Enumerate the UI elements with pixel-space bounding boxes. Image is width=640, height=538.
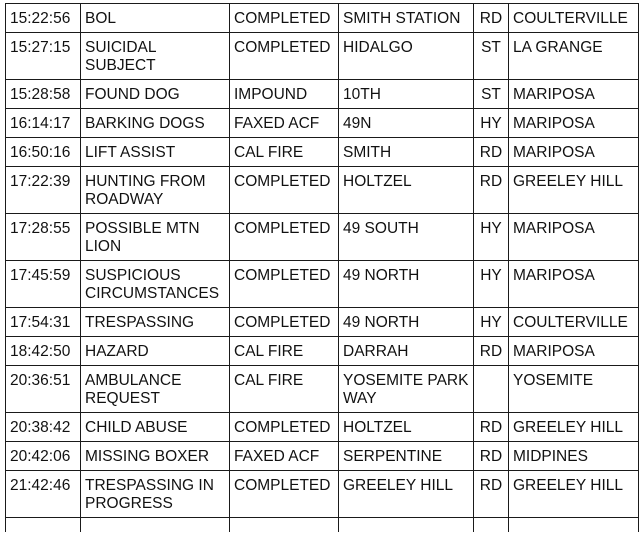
city-cell: COULTERVILLE <box>509 4 639 33</box>
time-cell: 17:22:39 <box>6 167 81 214</box>
city-cell: MARIPOSA <box>509 138 639 167</box>
street-cell: 49 NORTH <box>339 261 474 308</box>
time-cell: 20:36:51 <box>6 366 81 413</box>
street-cell: HOLTZEL <box>339 167 474 214</box>
empty-cell <box>474 518 509 533</box>
nature-cell: AMBULANCE REQUEST <box>81 366 230 413</box>
street-cell: SMITH <box>339 138 474 167</box>
street-type-cell <box>474 366 509 413</box>
city-cell: MARIPOSA <box>509 261 639 308</box>
street-type-cell: RD <box>474 167 509 214</box>
street-type-cell: RD <box>474 471 509 518</box>
empty-cell <box>509 518 639 533</box>
nature-cell: BARKING DOGS <box>81 109 230 138</box>
disposition-cell: COMPLETED <box>230 4 339 33</box>
table-row <box>6 261 639 308</box>
city-cell: GREELEY HILL <box>509 167 639 214</box>
nature-cell: SUICIDAL SUBJECT <box>81 33 230 80</box>
street-type-cell: RD <box>474 138 509 167</box>
street-cell: 49N <box>339 109 474 138</box>
disposition-cell: COMPLETED <box>230 167 339 214</box>
table-row <box>6 413 639 442</box>
table-row <box>6 308 639 337</box>
empty-cell <box>6 518 81 533</box>
nature-cell: HUNTING FROM ROADWAY <box>81 167 230 214</box>
street-type-cell: RD <box>474 337 509 366</box>
nature-cell: FOUND DOG <box>81 80 230 109</box>
nature-cell: SUSPICIOUS CIRCUMSTANCES <box>81 261 230 308</box>
table-row <box>6 80 639 109</box>
disposition-cell: FAXED ACF <box>230 109 339 138</box>
table-row <box>6 471 639 518</box>
street-type-cell: RD <box>474 413 509 442</box>
time-cell: 15:28:58 <box>6 80 81 109</box>
street-type-cell: ST <box>474 33 509 80</box>
disposition-cell: CAL FIRE <box>230 337 339 366</box>
table-row <box>6 33 639 80</box>
nature-cell: CHILD ABUSE <box>81 413 230 442</box>
time-cell: 20:42:06 <box>6 442 81 471</box>
table-row <box>6 167 639 214</box>
table-row <box>6 442 639 471</box>
disposition-cell: COMPLETED <box>230 471 339 518</box>
disposition-cell: COMPLETED <box>230 214 339 261</box>
disposition-cell: COMPLETED <box>230 413 339 442</box>
table-row-cutoff <box>6 518 639 533</box>
nature-cell: HAZARD <box>81 337 230 366</box>
table-row <box>6 138 639 167</box>
disposition-cell: CAL FIRE <box>230 366 339 413</box>
disposition-cell: COMPLETED <box>230 308 339 337</box>
nature-cell: TRESPASSING <box>81 308 230 337</box>
table-row <box>6 366 639 413</box>
city-cell: MIDPINES <box>509 442 639 471</box>
street-cell: SMITH STATION <box>339 4 474 33</box>
nature-cell: MISSING BOXER <box>81 442 230 471</box>
time-cell: 16:14:17 <box>6 109 81 138</box>
table-row <box>6 214 639 261</box>
table-row <box>6 337 639 366</box>
disposition-cell: CAL FIRE <box>230 138 339 167</box>
city-cell: MARIPOSA <box>509 80 639 109</box>
disposition-cell: IMPOUND <box>230 80 339 109</box>
time-cell: 20:38:42 <box>6 413 81 442</box>
street-type-cell: HY <box>474 214 509 261</box>
street-type-cell: ST <box>474 80 509 109</box>
city-cell: COULTERVILLE <box>509 308 639 337</box>
disposition-cell: COMPLETED <box>230 261 339 308</box>
time-cell: 15:22:56 <box>6 4 81 33</box>
table-row <box>6 109 639 138</box>
street-type-cell: RD <box>474 442 509 471</box>
time-cell: 15:27:15 <box>6 33 81 80</box>
time-cell: 17:54:31 <box>6 308 81 337</box>
city-cell: GREELEY HILL <box>509 471 639 518</box>
street-type-cell: HY <box>474 308 509 337</box>
time-cell: 17:28:55 <box>6 214 81 261</box>
time-cell: 16:50:16 <box>6 138 81 167</box>
disposition-cell: COMPLETED <box>230 33 339 80</box>
street-type-cell: HY <box>474 109 509 138</box>
street-type-cell: RD <box>474 4 509 33</box>
street-cell: 10TH <box>339 80 474 109</box>
city-cell: GREELEY HILL <box>509 413 639 442</box>
city-cell: YOSEMITE <box>509 366 639 413</box>
empty-cell <box>230 518 339 533</box>
street-cell: SERPENTINE <box>339 442 474 471</box>
street-cell: GREELEY HILL <box>339 471 474 518</box>
street-cell: 49 SOUTH <box>339 214 474 261</box>
time-cell: 18:42:50 <box>6 337 81 366</box>
city-cell: LA GRANGE <box>509 33 639 80</box>
table-row <box>6 4 639 33</box>
disposition-cell: FAXED ACF <box>230 442 339 471</box>
empty-cell <box>81 518 230 533</box>
call-log-table <box>5 3 639 532</box>
time-cell: 17:45:59 <box>6 261 81 308</box>
nature-cell: BOL <box>81 4 230 33</box>
street-cell: YOSEMITE PARK WAY <box>339 366 474 413</box>
city-cell: MARIPOSA <box>509 214 639 261</box>
nature-cell: TRESPASSING IN PROGRESS <box>81 471 230 518</box>
city-cell: MARIPOSA <box>509 337 639 366</box>
empty-cell <box>339 518 474 533</box>
time-cell: 21:42:46 <box>6 471 81 518</box>
street-cell: HOLTZEL <box>339 413 474 442</box>
city-cell: MARIPOSA <box>509 109 639 138</box>
nature-cell: LIFT ASSIST <box>81 138 230 167</box>
street-cell: 49 NORTH <box>339 308 474 337</box>
street-cell: DARRAH <box>339 337 474 366</box>
street-cell: HIDALGO <box>339 33 474 80</box>
street-type-cell: HY <box>474 261 509 308</box>
nature-cell: POSSIBLE MTN LION <box>81 214 230 261</box>
